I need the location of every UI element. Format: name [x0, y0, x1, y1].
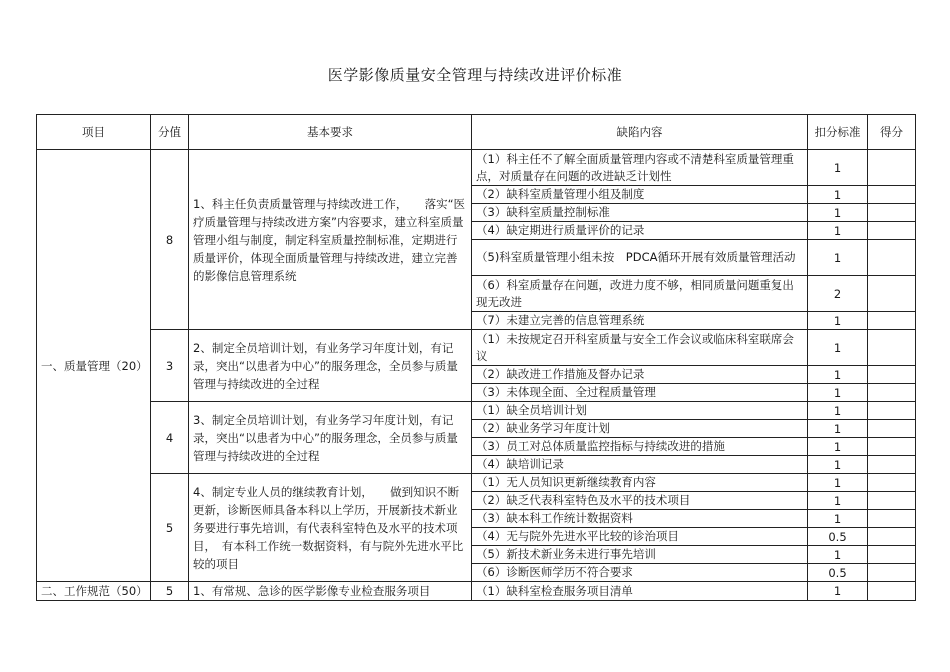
- score-cell: [868, 474, 916, 492]
- score-cell: [868, 240, 916, 276]
- header-score: 分值: [151, 115, 189, 150]
- evaluation-table: [36, 114, 916, 601]
- group-score: 8: [151, 150, 189, 330]
- header-requirement: 基本要求: [189, 115, 472, 150]
- defect-text: （2）缺乏代表科室特色及水平的技术项目: [472, 492, 808, 510]
- defect-text: （6）科室质量存在问题，改进力度不够，相同质量问题重复出现无改进: [472, 276, 808, 312]
- defect-deduction: 2: [808, 276, 868, 312]
- score-cell: [868, 312, 916, 330]
- score-cell: [868, 420, 916, 438]
- table-row: [37, 582, 916, 601]
- defect-text: （3）未体现全面、全过程质量管理: [472, 384, 808, 402]
- defect-deduction: 1: [808, 330, 868, 366]
- defect-deduction: 1: [808, 186, 868, 204]
- defect-deduction: 1: [808, 492, 868, 510]
- group-requirement: 2、制定全员培训计划，有业务学习年度计划，有记录，突出“以患者为中心”的服务理念，全员参与质量管理与持续改进的全过程: [189, 330, 472, 402]
- defect-text: （6）诊断医师学历不符合要求: [472, 564, 808, 582]
- score-cell: [868, 384, 916, 402]
- score-cell: [868, 222, 916, 240]
- score-cell: [868, 528, 916, 546]
- defect-text: （4）缺定期进行质量评价的记录: [472, 222, 808, 240]
- defect-deduction: 0.5: [808, 564, 868, 582]
- defect-text: （3）缺本科工作统计数据资料: [472, 510, 808, 528]
- table-row: [37, 150, 916, 186]
- defect-text: （7）未建立完善的信息管理系统: [472, 312, 808, 330]
- group-score: 5: [151, 582, 189, 601]
- page-title: 医学影像质量安全管理与持续改进评价标准: [327, 66, 623, 84]
- score-cell: [868, 456, 916, 474]
- score-cell: [868, 204, 916, 222]
- defect-deduction: 1: [808, 240, 868, 276]
- defect-deduction: 1: [808, 420, 868, 438]
- defect-text: （2）缺科室质量管理小组及制度: [472, 186, 808, 204]
- defect-text: （4）无与院外先进水平比较的诊治项目: [472, 528, 808, 546]
- score-cell: [868, 402, 916, 420]
- defect-deduction: 1: [808, 510, 868, 528]
- group-score: 4: [151, 402, 189, 474]
- score-cell: [868, 276, 916, 312]
- score-cell: [868, 564, 916, 582]
- group-score: 3: [151, 330, 189, 402]
- defect-text: （2）缺业务学习年度计划: [472, 420, 808, 438]
- score-cell: [868, 546, 916, 564]
- header-defect: 缺陷内容: [472, 115, 808, 150]
- section-name: 一、质量管理（20）: [37, 150, 151, 582]
- score-cell: [868, 492, 916, 510]
- group-requirement: 3、制定全员培训计划，有业务学习年度计划，有记录，突出“以患者为中心”的服务理念，全员参与质量管理与持续改进的全过程: [189, 402, 472, 474]
- defect-text: （4）缺培训记录: [472, 456, 808, 474]
- defect-deduction: 1: [808, 582, 868, 601]
- defect-deduction: 1: [808, 438, 868, 456]
- score-cell: [868, 150, 916, 186]
- defect-text: （5）新技术新业务未进行事先培训: [472, 546, 808, 564]
- defect-deduction: 1: [808, 384, 868, 402]
- defect-deduction: 1: [808, 546, 868, 564]
- defect-text: （2）缺改进工作措施及督办记录: [472, 366, 808, 384]
- defect-deduction: 1: [808, 150, 868, 186]
- table-row: [37, 402, 916, 420]
- defect-text: （3）缺科室质量控制标准: [472, 204, 808, 222]
- defect-text: （3）员工对总体质量监控指标与持续改进的措施: [472, 438, 808, 456]
- defect-deduction: 1: [808, 456, 868, 474]
- score-cell: [868, 582, 916, 601]
- header-deduction: 扣分标准: [808, 115, 868, 150]
- score-cell: [868, 438, 916, 456]
- score-cell: [868, 510, 916, 528]
- defect-deduction: 1: [808, 366, 868, 384]
- defect-deduction: 1: [808, 204, 868, 222]
- group-score: 5: [151, 474, 189, 582]
- score-cell: [868, 330, 916, 366]
- defect-text: （1）科主任不了解全面质量管理内容或不清楚科室质量管理重点，对质量存在问题的改进缺乏计划性: [472, 150, 808, 186]
- section-name: 二、工作规范（50）: [37, 582, 151, 601]
- defect-text: （1）缺科室检查服务项目清单: [472, 582, 808, 601]
- score-cell: [868, 366, 916, 384]
- defect-text: （1）缺全员培训计划: [472, 402, 808, 420]
- header-got: 得分: [868, 115, 916, 150]
- defect-deduction: 0.5: [808, 528, 868, 546]
- group-requirement: 1、科主任负责质量管理与持续改进工作， 落实“医疗质量管理与持续改进方案”内容要求，建立科室质量管理小组与制度，制定科室质量控制标准，定期进行质量评价，体现全面质量管理与持续改进，建立完善的影像信息管理系统: [189, 150, 472, 330]
- group-requirement: 4、制定专业人员的继续教育计划， 做到知识不断更新，诊断医师具备本科以上学历，开展新技术新业务要进行事先培训，有代表科室特色及水平的技术项目， 有本科工作统一数据资料，有与院外先进水平比较的项目: [189, 474, 472, 582]
- defect-text: （5)科室质量管理小组未按 PDCA循环开展有效质量管理活动: [472, 240, 808, 276]
- table-row: [37, 474, 916, 492]
- defect-text: （1）无人员知识更新继续教育内容: [472, 474, 808, 492]
- table-header-row: [37, 115, 916, 150]
- defect-deduction: 1: [808, 402, 868, 420]
- defect-deduction: 1: [808, 312, 868, 330]
- table-row: [37, 330, 916, 366]
- defect-deduction: 1: [808, 474, 868, 492]
- defect-deduction: 1: [808, 222, 868, 240]
- group-requirement: 1、有常规、急诊的医学影像专业检查服务项目: [189, 582, 472, 601]
- score-cell: [868, 186, 916, 204]
- defect-text: （1）未按规定召开科室质量与安全工作会议或临床科室联席会议: [472, 330, 808, 366]
- header-item: 项目: [37, 115, 151, 150]
